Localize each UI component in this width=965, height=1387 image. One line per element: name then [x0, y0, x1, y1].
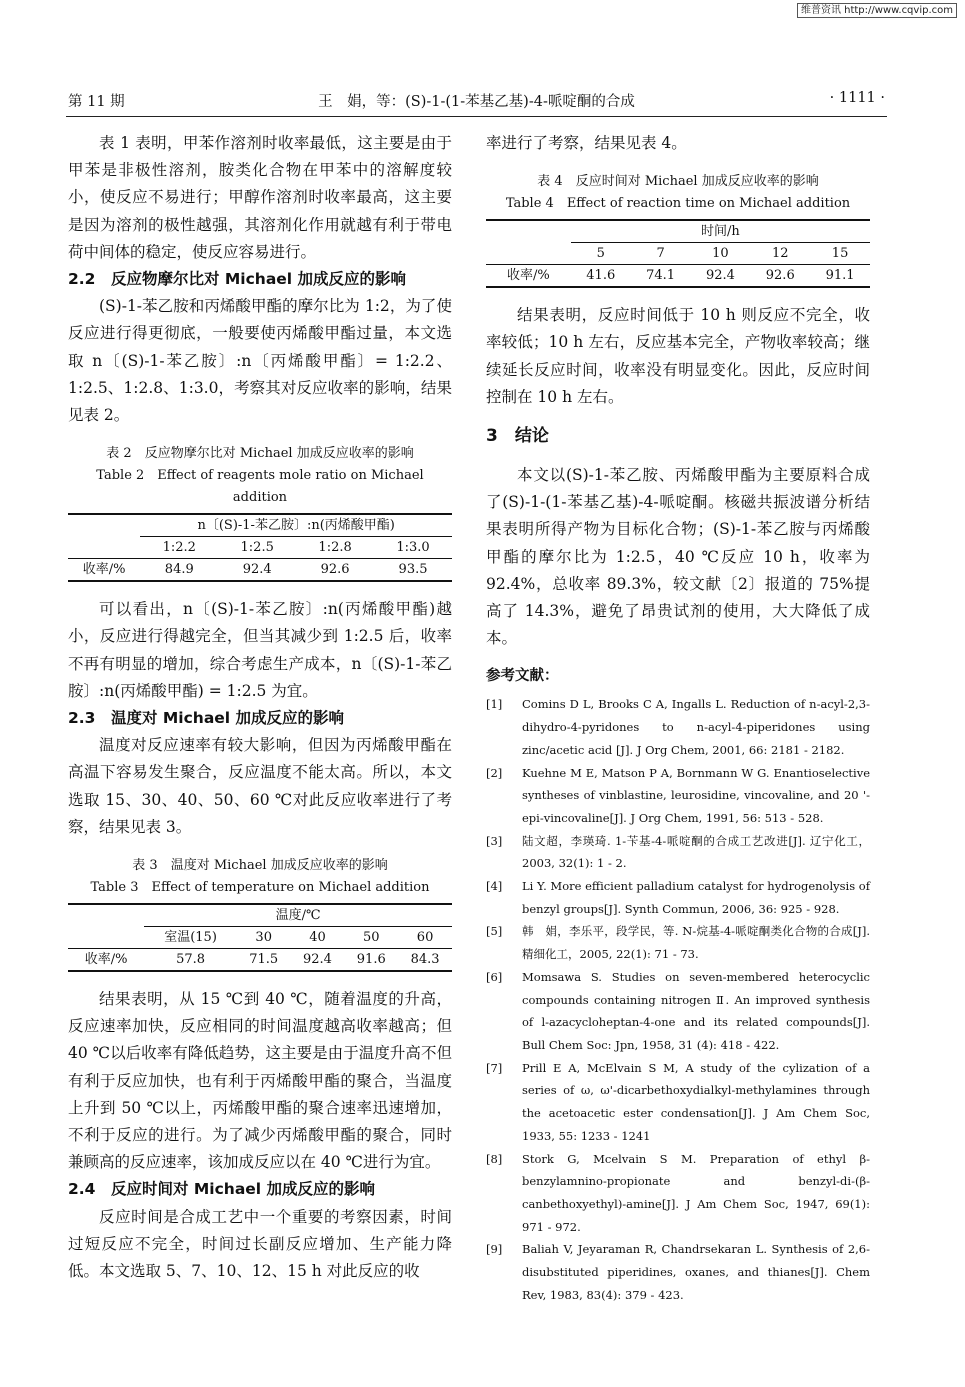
reference-number: [4]: [486, 879, 503, 894]
table-cell: [68, 904, 144, 927]
paragraph: 率进行了考察，结果见表 4。: [486, 134, 687, 152]
reference-item: [486, 966, 870, 1057]
table-2: [68, 513, 452, 582]
table-cell: 92.4: [291, 949, 345, 972]
table-cell: 84.9: [140, 559, 218, 582]
table-cell: 71.5: [237, 949, 291, 972]
table-cell: [486, 220, 571, 243]
table-col-header: 30: [255, 930, 272, 946]
table-cell: 41.6: [571, 265, 631, 288]
paragraph: 可以看出，n〔(S)-1-苯乙胺〕:n(丙烯酸甲酯)越小，反应进行得越完全，但当其减少到 1:2.5 后，收率不再有明显的增加，综合考虑生产成本，n〔(S)-1-苯乙胺〕:n(丙烯酸甲酯) = 1:2.5 为宜。: [68, 600, 452, 700]
table-cell: [486, 243, 571, 265]
table-group-header: n〔(S)-1-苯乙胺〕:n(丙烯酸甲酯): [140, 514, 452, 537]
header-rule: [66, 116, 887, 117]
section-heading: 2.4 反应时间对 Michael 加成反应的影响: [68, 1180, 375, 1199]
paragraph: 反应时间是合成工艺中一个重要的考察因素，时间过短反应不完全，时间过长副反应增加、生产能力降低。本文选取 5、7、10、12、15 h 对此反应的收: [68, 1207, 452, 1281]
reference-number: [9]: [486, 1242, 503, 1257]
reference-number: [7]: [486, 1060, 503, 1075]
table-caption-en: Table 4 Effect of reaction time on Michael addition: [505, 196, 851, 212]
table-cell: [68, 537, 140, 559]
reference-item: [486, 875, 870, 920]
table-cell: [68, 927, 144, 949]
issue-number: 第 11 期: [68, 94, 125, 110]
table-cell: 92.6: [296, 559, 374, 582]
table-row-label: 收率/%: [486, 265, 571, 288]
page-header: [68, 90, 885, 114]
table-caption-cn: 表 4 反应时间对 Michael 加成反应收率的影响: [537, 174, 819, 190]
table-cell: 74.1: [631, 265, 691, 288]
reference-number: [3]: [486, 833, 503, 848]
table-row-label: 收率/%: [68, 949, 144, 972]
table-4: [486, 219, 870, 288]
reference-text: Prill E A, McElvain S M, A study of the cylization of a series of ω, ω'-dicarbethoxydialkyl-methylamines through the acetoacetic ester condensation[J]. J Am Chem Soc, 1933, 55: 1233 - 1241: [522, 1060, 870, 1143]
reference-item: [486, 1148, 870, 1239]
table-caption-cn: 表 3 温度对 Michael 加成反应收率的影响: [132, 858, 388, 874]
table-caption-en: Table 3 Effect of temperature on Michael addition: [90, 880, 430, 896]
reference-number: [2]: [486, 765, 503, 780]
reference-text: 陆文超，李瑛琦. 1-苄基-4-哌啶酮的合成工艺改进[J]. 辽宁化工，2003, 32(1): 1 - 2.: [522, 833, 870, 871]
reference-text: Li Y. More efficient palladium catalyst for hydrogenolysis of benzyl groups[J]. Synth Commun, 2006, 36: 925 - 928.: [522, 879, 870, 916]
reference-list: [486, 693, 870, 1306]
reference-number: [8]: [486, 1151, 503, 1166]
reference-text: Baliah V, Jeyaraman R, Chandrsekaran L. Synthesis of 2,6-disubstituted piperidines, oxanes, and thianes[J]. Chem Rev, 1983, 83(4): 379 - 423.: [522, 1242, 870, 1302]
table-col-header: 7: [656, 246, 665, 262]
table-col-header: 1:3.0: [396, 540, 430, 556]
table-col-header: 1:2.5: [240, 540, 274, 556]
paragraph: (S)-1-苯乙胺和丙烯酸甲酯的摩尔比为 1:2，为了使反应进行得更彻底，一般要使丙烯酸甲酯过量，本文选取 n〔(S)-1-苯乙胺〕:n〔丙烯酸甲酯〕= 1:2.2、1:2.5、1:2.8、1:3.0，考察其对反应收率的影响，结果见表 2。: [68, 297, 452, 425]
table-row-label: 收率/%: [68, 559, 140, 582]
reference-number: [6]: [486, 969, 503, 984]
reference-item: [486, 920, 870, 965]
table-col-header: 1:2.8: [318, 540, 352, 556]
paragraph: 结果表明，从 15 ℃到 40 ℃，随着温度的升高，反应速率加快，反应相同的时间温度越高收率越高；但 40 ℃以后收率有降低趋势，这主要是由于温度升高不但有利于反应加快，也有利于丙烯酸甲酯的聚合，当温度上升到 50 ℃以上，丙烯酸甲酯的聚合速率迅速增加，不利于反应的进行。为了减少丙烯酸甲酯的聚合，同时兼顾高的反应速率，该加成反应以在 40 ℃进行为宜。: [68, 990, 452, 1172]
table-cell: 91.6: [344, 949, 398, 972]
running-title: 王 娟，等：(S)-1-(1-苯基乙基)-4-哌啶酮的合成: [318, 94, 635, 110]
table-col-header: 10: [712, 246, 729, 262]
table-caption-en: Table 2 Effect of reagents mole ratio on Michael addition: [96, 468, 424, 506]
section-heading: 2.2 反应物摩尔比对 Michael 加成反应的影响: [68, 270, 406, 289]
right-column: [486, 130, 870, 1306]
left-column: [68, 130, 452, 1285]
watermark-link[interactable]: 维普资讯 http://www.cqvip.com: [797, 3, 957, 18]
page-number: · 1111 ·: [829, 90, 885, 106]
table-col-header: 5: [596, 246, 605, 262]
table-group-header: 时间/h: [571, 220, 870, 243]
paragraph: 温度对反应速率有较大影响，但因为丙烯酸甲酯在高温下容易发生聚合，反应温度不能太高。所以，本文选取 15、30、40、50、60 ℃对此反应收率进行了考察，结果见表 3。: [68, 736, 452, 836]
table-col-header: 60: [416, 930, 434, 946]
reference-number: [5]: [486, 924, 503, 939]
reference-text: Stork G, Mcelvain S M. Preparation of ethyl β-benzylamnino-propionate and benzyl-di-(β-canbethoxyethyl)-amine[J]. J Am Chem Soc, 1947, 69(1): 971 - 972.: [522, 1151, 870, 1234]
table-col-header: 50: [362, 930, 380, 946]
reference-item: [486, 1238, 870, 1306]
table-3: [68, 903, 452, 972]
reference-item: [486, 762, 870, 830]
table-cell: 91.1: [810, 265, 870, 288]
section-heading: 2.3 温度对 Michael 加成反应的影响: [68, 709, 344, 728]
table-cell: 93.5: [374, 559, 452, 582]
table-caption-cn: 表 2 反应物摩尔比对 Michael 加成反应收率的影响: [106, 446, 414, 462]
table-col-header: 1:2.2: [162, 540, 196, 556]
reference-item: [486, 693, 870, 761]
paragraph: 结果表明，反应时间低于 10 h 则反应不完全，收率较低；10 h 左右，反应基本完全，产物收率较高；继续延长反应时间，收率没有明显变化。因此，反应时间控制在 10 h 左右。: [486, 306, 870, 406]
reference-text: 韩 娟，李乐平，段学民，等. N-烷基-4-哌啶酮类化合物的合成[J]. 精细化工，2005, 22(1): 71 - 73.: [522, 924, 870, 962]
table-cell: 57.8: [144, 949, 237, 972]
reference-item: [486, 1057, 870, 1148]
reference-number: [1]: [486, 697, 503, 712]
table-cell: 92.4: [691, 265, 751, 288]
table-col-header: 室温(15): [164, 930, 217, 946]
table-col-header: 12: [771, 246, 789, 262]
table-cell: [68, 514, 140, 537]
table-col-header: 40: [309, 930, 326, 946]
reference-item: [486, 830, 870, 875]
references-heading: 参考文献：: [486, 668, 559, 685]
table-group-header: 温度/℃: [144, 904, 452, 927]
reference-text: Comins D L, Brooks C A, Ingalls L. Reduction of n-acyl-2,3-dihydro-4-pyridones to n-acyl-4-piperidones using zinc/acetic acid [J]. J Org Chem, 2001, 66: 2181 - 2182.: [522, 697, 870, 757]
reference-text: Momsawa S. Studies on seven-membered heterocyclic compounds containing nitrogen Ⅱ. An improved synthesis of l-azacycloheptan-4-one and its related compounds[J]. Bull Chem Soc: Jpn, 1958, 31 (4): 418 - 422.: [522, 969, 870, 1052]
reference-text: Kuehne M E, Matson P A, Bornmann W G. Enantioselective syntheses of vinblastine, leurosidine, vincovaline, and 20 '-epi-vincovaline[J]. J Org Chem, 1991, 56: 513 - 528.: [522, 765, 870, 825]
section-heading: 3 结论: [486, 426, 549, 447]
table-cell: 92.6: [750, 265, 810, 288]
table-col-header: 15: [831, 246, 849, 262]
paragraph: 表 1 表明，甲苯作溶剂时收率最低，这主要是由于甲苯是非极性溶剂，胺类化合物在甲苯中的溶解度较小，使反应不易进行；甲醇作溶剂时收率最高，这主要是因为溶剂的极性越强，其溶剂化作用就越有利于带电荷中间体的稳定，使反应容易进行。: [68, 134, 452, 261]
table-cell: 84.3: [398, 949, 452, 972]
table-cell: 92.4: [218, 559, 296, 582]
paragraph: 本文以(S)-1-苯乙胺、丙烯酸甲酯为主要原料合成了(S)-1-(1-苯基乙基)-4-哌啶酮。核磁共振波谱分析结果表明所得产物为目标化合物；(S)-1-苯乙胺与丙烯酸甲酯的摩尔比为 1:2.5，40 ℃反应 10 h，收率为 92.4%，总收率 89.3%，较文献〔2〕报道的 75%提高了 14.3%，避免了昂贵试剂的使用，大大降低了成本。: [486, 466, 870, 648]
